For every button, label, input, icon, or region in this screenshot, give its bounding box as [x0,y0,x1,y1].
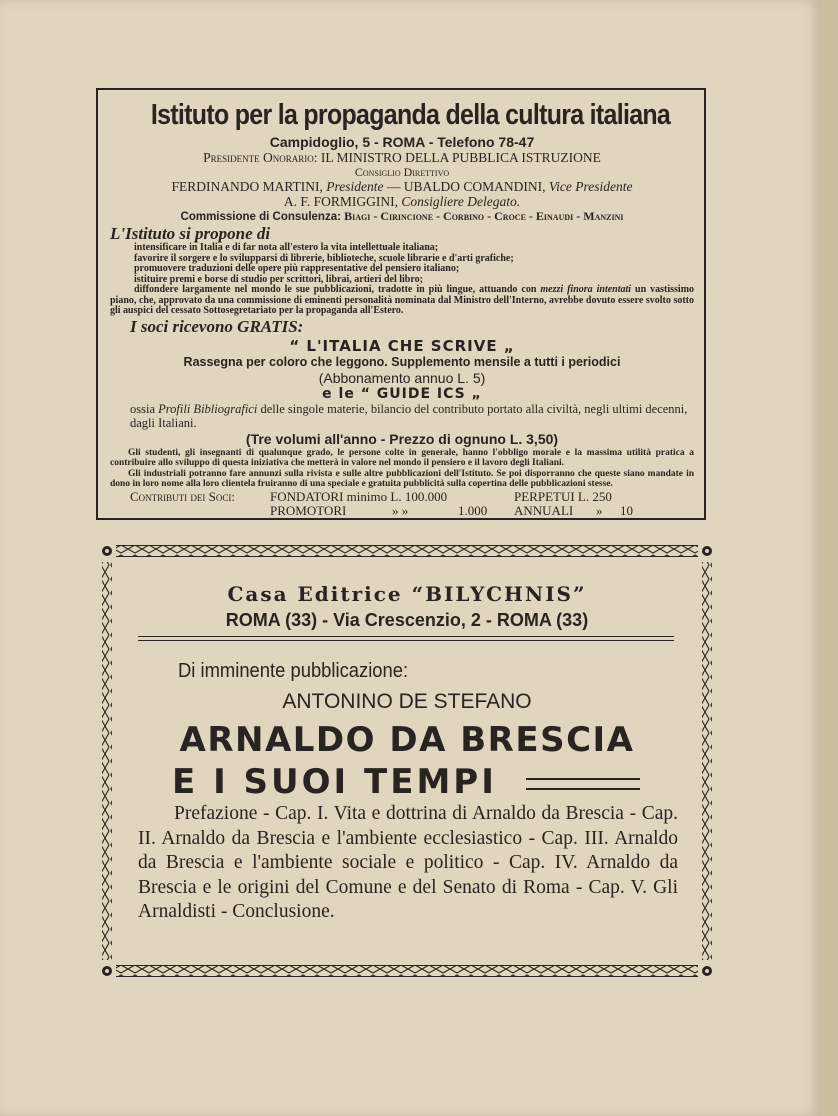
board-separator: — [386,179,401,194]
page-edge [820,0,838,1116]
board-role-presidente: Presidente [326,179,384,194]
guide-desc: delle singole materie, bilancio del contributo portato alla civiltà, negli ultimi decenni, dagli Italiani. [130,401,688,430]
contributi-label: Contributi dei Soci: [130,488,235,504]
board-name-comandini: UBALDO COMANDINI, [403,179,546,194]
annuali-ditto: » [596,502,603,518]
promotori-value: 1.000 [458,502,488,518]
publisher-name: Casa Editrice “BILYCHNIS” [227,582,587,606]
prezzo: (Tre volumi all'anno - Prezzo di ognuno L. 3,50) [245,430,559,447]
presidente-onorario-line [110,150,694,165]
board-name-formiggini: A. F. FORMIGGINI, [283,194,398,209]
istituto-address: Campidoglio, 5 - ROMA - Telefono 78-47 [269,134,535,150]
ossia: ossia [130,401,155,416]
purpose-list [110,243,694,285]
book-contents: Prefazione - Cap. I. Vita e dottrina di Arnaldo da Brescia - Cap. II. Arnaldo da Brescia e l'ambiente ecclesiastico - Cap. III. Arnaldo da Brescia e l'ambiente sociale e politico - Cap. IV. Arnaldo da Brescia e le origini del Comune e del Senato di Roma - Cap. V. Gli Arnaldisti - Conclusione. [138,803,678,922]
istituto-title: Istituto per la propaganda della cultura italiana [150,99,671,131]
rivista-title: “ L'ITALIA CHE SCRIVE „ [289,336,515,355]
board-role-vice: Vice Presidente [548,179,633,194]
purpose-item: intensificare in Italia e di far nota all'estero la vita intellettuale italiana; [134,242,439,253]
profili-bibliografici: Profili Bibliografici [158,401,258,416]
commissione-members: Biagi - Cirincione - Corbino - Croce - Einaudi - Manzini [344,209,624,223]
annuali: ANNUALI [514,502,574,518]
guide-title: e le “ GUIDE ICS „ [322,385,482,402]
book-author: ANTONINO DE STEFANO [282,690,532,713]
abbonamento: (Abbonamento annuo L. 5) [318,369,486,386]
istituto-advertisement [96,88,706,520]
contributi-row-2 [110,504,694,518]
annuali-value: 10 [620,502,633,518]
purpose-last-start: diffondere largamente nel mondo le sue pubblicazioni, tradotte in più lingue, attuando con [134,284,537,295]
rivista-desc: Rassegna per coloro che leggono. Supplemento mensile a tutti i periodici [183,354,621,369]
publisher-address: ROMA (33) - Via Crescenzio, 2 - ROMA (33) [225,610,589,630]
board-line-2 [110,194,694,209]
book-title-line2: E I SUOI TEMPI [172,762,497,802]
divider-rule [138,636,674,641]
promotori-ditto: » » [392,502,409,518]
paragraph-industriali: Gli industriali potranno fare annunzi sulla rivista e sulle altre pubblicazioni dell'Istituto. Se poi disporranno che queste siano mandate in dono in loro nome alla loro clientela fruiranno di una speciale e gratuita pubblicità sulla copertina delle pubblicazioni stesse. [110,468,694,489]
promotori: PROMOTORI [270,502,347,518]
board-line-1 [110,179,694,194]
presidente-onorario-label: Presidente Onorario: [203,150,318,165]
purpose-item: favorire il sorgere e lo svilupparsi di librerie, biblioteche, scuole librarie e d'arti grafiche; [134,252,514,264]
board-role-delegato: Consigliere Delegato. [401,194,521,209]
commissione-label: Commissione di Consulenza: [180,211,341,223]
presidente-onorario: IL MINISTRO DELLA PUBBLICA ISTRUZIONE [320,150,601,165]
purpose-item: istituire premi e borse di studio per scrittori, librai, artieri del libro; [134,273,423,285]
title-double-rule [526,778,640,790]
imminente-label: Di imminente pubblicazione: [178,660,409,682]
guide-desc-line [110,402,694,431]
purpose-heading: L'Istituto si propone di [110,224,271,243]
contributi-row-1 [110,490,694,504]
perpetui: PERPETUI L. 250 [514,488,612,504]
purpose-last [110,285,694,317]
purpose-last-italic: mezzi finora intentati [540,284,632,295]
purpose-last-end: un vastissimo piano, che, approvato da una commissione di eminenti personalità nominata dal Ministro dell'Interno, avrebbe dovuto essere svolto sotto gli auspici del cessato Sottosegretariato per la propaganda all'Estero. [110,284,695,316]
soci-heading: I soci ricevono GRATIS: [130,316,304,336]
consiglio-label: Consiglio Direttivo [354,165,450,179]
paragraph-studenti: Gli studenti, gli insegnanti di qualunque grado, le persone colte in generale, hanno l'obbligo morale e la massima utilità pratica a contribuire allo sviluppo di questa iniziativa che metterà in valore nel mondo il pensiero e il lavoro degli Italiani. [110,447,694,468]
board-name-martini: FERDINANDO MARTINI, [171,179,323,194]
fondatori: FONDATORI minimo L. 100.000 [270,488,448,504]
purpose-item: promuovere traduzioni delle opere più rappresentative del pensiero italiano; [134,263,460,274]
book-title-line1: ARNALDO DA BRESCIA [179,720,635,760]
bilychnis-advertisement [100,544,714,980]
commissione-line [110,209,694,225]
